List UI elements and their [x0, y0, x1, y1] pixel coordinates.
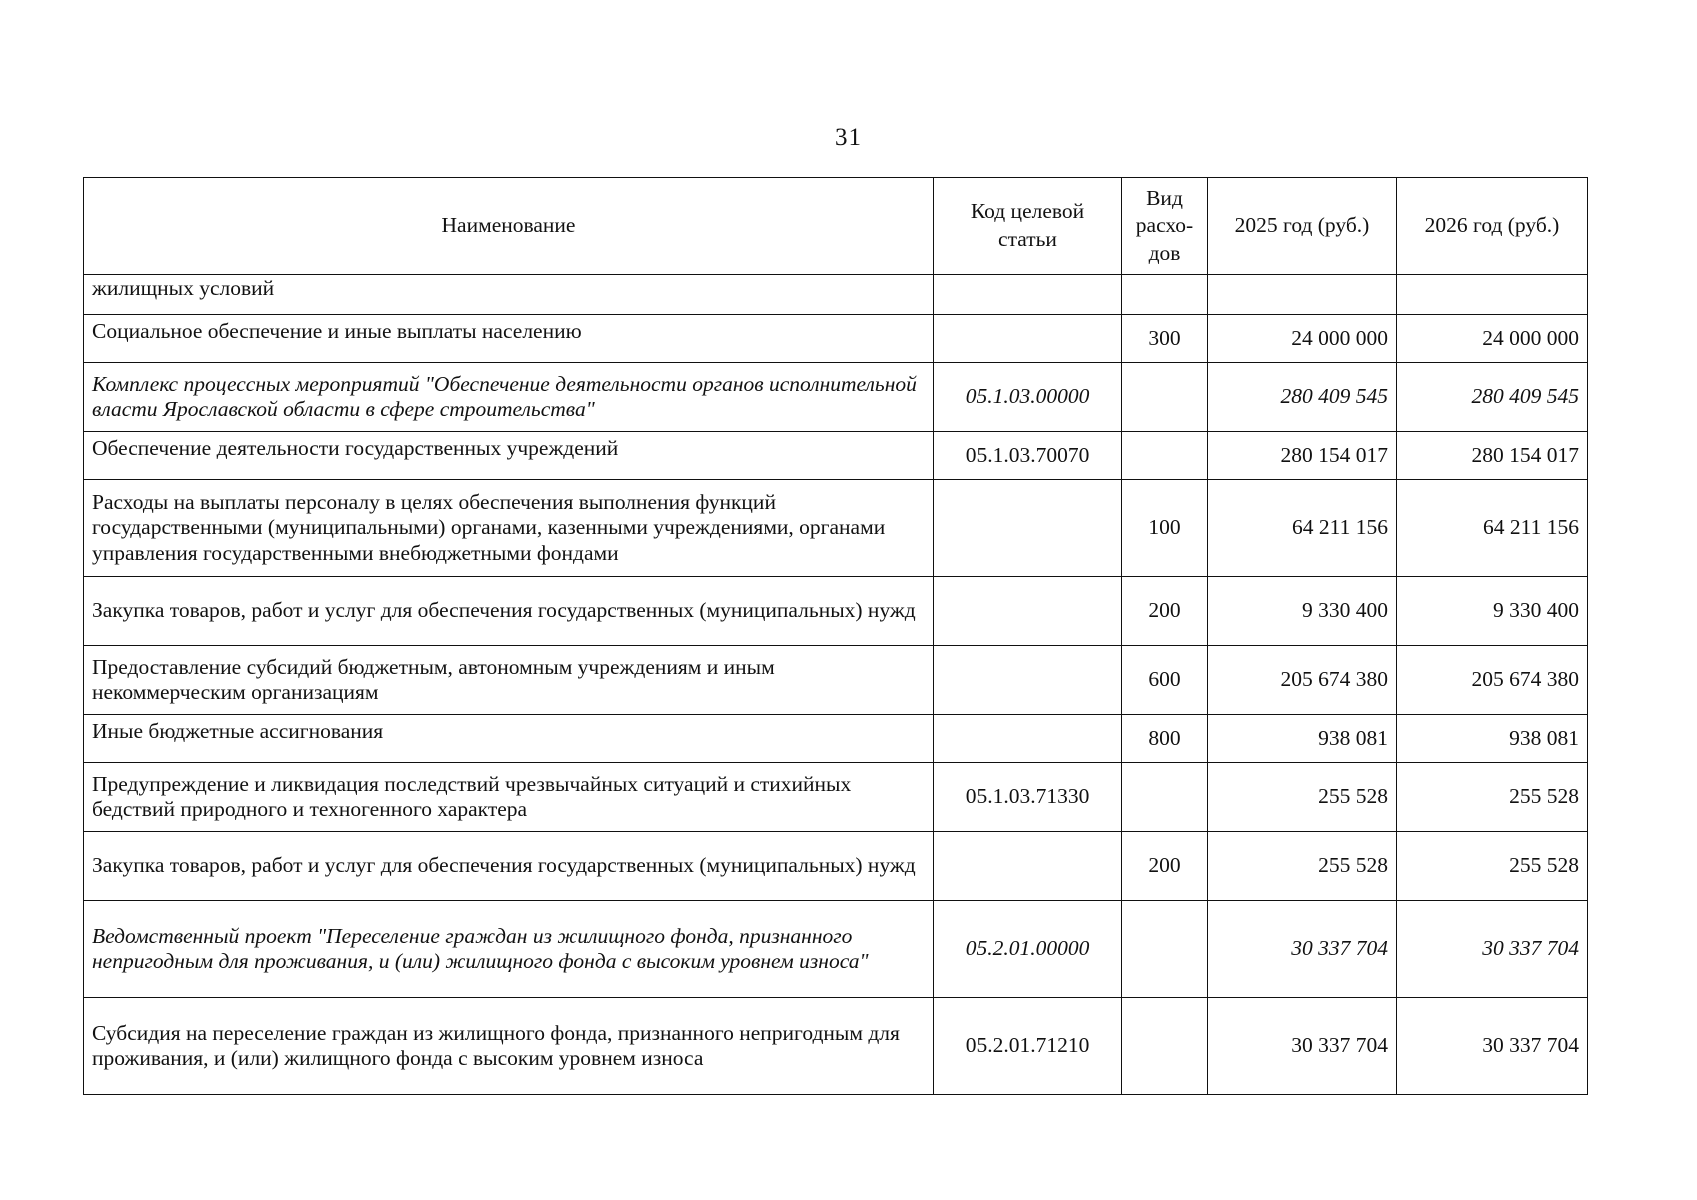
row-2025: 64 211 156 [1208, 480, 1397, 577]
row-2026: 255 528 [1397, 832, 1588, 901]
budget-table [83, 177, 1588, 1095]
header-2026: 2026 год (руб.) [1397, 178, 1588, 275]
row-2025: 30 337 704 [1208, 998, 1397, 1095]
table-row [84, 315, 1588, 363]
row-2026: 205 674 380 [1397, 646, 1588, 715]
row-2026: 30 337 704 [1397, 998, 1588, 1095]
table-row [84, 901, 1588, 998]
row-type [1122, 432, 1208, 480]
row-2025: 938 081 [1208, 715, 1397, 763]
row-type [1122, 275, 1208, 315]
page-number: 31 [835, 124, 862, 151]
row-type: 200 [1122, 832, 1208, 901]
row-type: 800 [1122, 715, 1208, 763]
row-2026: 9 330 400 [1397, 577, 1588, 646]
row-name: Комплекс процессных мероприятий "Обеспечение деятельности органов исполнительной власти Ярославской области в сфере строительства" [84, 363, 934, 432]
row-2025: 24 000 000 [1208, 315, 1397, 363]
row-type: 200 [1122, 577, 1208, 646]
row-name: Закупка товаров, работ и услуг для обеспечения государственных (муниципальных) нужд [84, 832, 934, 901]
row-2026: 280 409 545 [1397, 363, 1588, 432]
table-row [84, 998, 1588, 1095]
header-name: Наименование [84, 178, 934, 275]
header-2025: 2025 год (руб.) [1208, 178, 1397, 275]
row-type: 100 [1122, 480, 1208, 577]
row-2026: 64 211 156 [1397, 480, 1588, 577]
row-code [934, 315, 1122, 363]
row-type [1122, 363, 1208, 432]
table-row [84, 432, 1588, 480]
row-code: 05.1.03.70070 [934, 432, 1122, 480]
row-name: Ведомственный проект "Переселение граждан из жилищного фонда, признанного непригодным для проживания, и (или) жилищного фонда с высоким уровнем износа" [84, 901, 934, 998]
row-2025: 30 337 704 [1208, 901, 1397, 998]
row-name: Предоставление субсидий бюджетным, автономным учреждениям и иным некоммерческим организациям [84, 646, 934, 715]
table-row [84, 646, 1588, 715]
row-code [934, 577, 1122, 646]
table-row [84, 363, 1588, 432]
header-type: Вид расхо-дов [1122, 178, 1208, 275]
table-row [84, 715, 1588, 763]
row-2025: 280 409 545 [1208, 363, 1397, 432]
row-code [934, 646, 1122, 715]
row-code [934, 480, 1122, 577]
row-2025: 9 330 400 [1208, 577, 1397, 646]
table-row [84, 480, 1588, 577]
row-name: Субсидия на переселение граждан из жилищного фонда, признанного непригодным для проживания, и (или) жилищного фонда с высоким уровнем износа [84, 998, 934, 1095]
row-2025: 255 528 [1208, 832, 1397, 901]
row-code: 05.2.01.71210 [934, 998, 1122, 1095]
row-code: 05.1.03.00000 [934, 363, 1122, 432]
row-code: 05.2.01.00000 [934, 901, 1122, 998]
row-2026: 938 081 [1397, 715, 1588, 763]
row-name: жилищных условий [84, 275, 934, 315]
row-2026: 30 337 704 [1397, 901, 1588, 998]
row-name: Обеспечение деятельности государственных учреждений [84, 432, 934, 480]
row-name: Социальное обеспечение и иные выплаты населению [84, 315, 934, 363]
table-header-row [84, 178, 1588, 275]
row-2026: 24 000 000 [1397, 315, 1588, 363]
header-code: Код целевой статьи [934, 178, 1122, 275]
row-2026: 255 528 [1397, 763, 1588, 832]
row-name: Предупреждение и ликвидация последствий чрезвычайных ситуаций и стихийных бедствий природного и техногенного характера [84, 763, 934, 832]
row-name: Закупка товаров, работ и услуг для обеспечения государственных (муниципальных) нужд [84, 577, 934, 646]
table-row [84, 832, 1588, 901]
row-type [1122, 763, 1208, 832]
row-name: Иные бюджетные ассигнования [84, 715, 934, 763]
row-type: 300 [1122, 315, 1208, 363]
row-code: 05.1.03.71330 [934, 763, 1122, 832]
row-2025 [1208, 275, 1397, 315]
row-2026: 280 154 017 [1397, 432, 1588, 480]
row-code [934, 715, 1122, 763]
row-2025: 280 154 017 [1208, 432, 1397, 480]
row-code [934, 832, 1122, 901]
row-2025: 255 528 [1208, 763, 1397, 832]
row-code [934, 275, 1122, 315]
table-row [84, 763, 1588, 832]
row-type [1122, 998, 1208, 1095]
row-2025: 205 674 380 [1208, 646, 1397, 715]
row-name: Расходы на выплаты персоналу в целях обеспечения выполнения функций государственными (муниципальными) органами, казенными учреждениями, органами управления государственными внебюджетными фондами [84, 480, 934, 577]
table-row [84, 577, 1588, 646]
row-type [1122, 901, 1208, 998]
row-type: 600 [1122, 646, 1208, 715]
table-row [84, 275, 1588, 315]
row-2026 [1397, 275, 1588, 315]
